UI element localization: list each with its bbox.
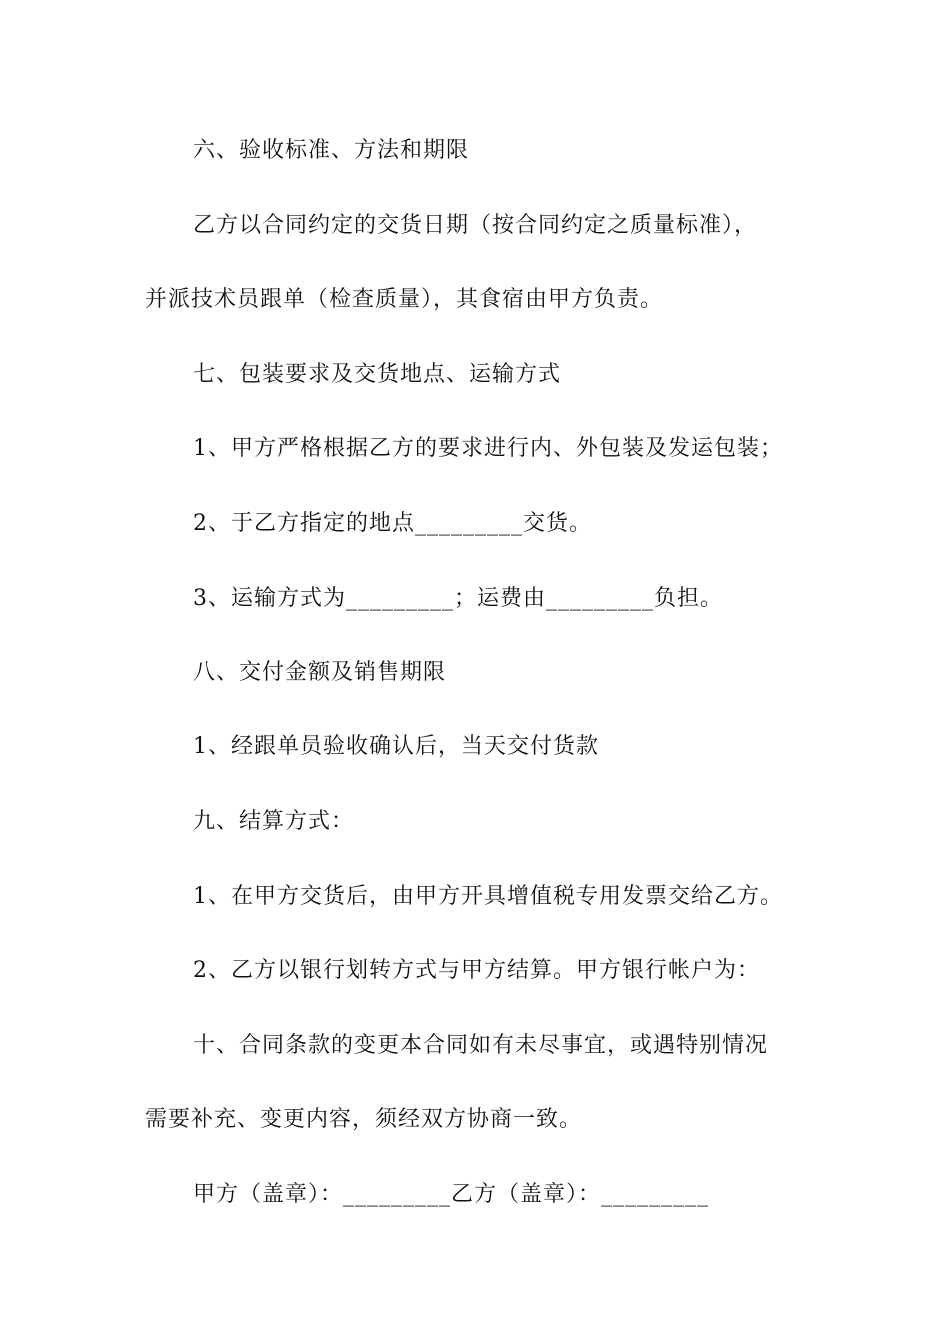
section-7-item-1: 1、甲方严格根据乙方的要求进行内、外包装及发运包装；	[193, 436, 783, 461]
section-7-item-3: 3、运输方式为_________；运费由_________负担。	[193, 586, 723, 611]
section-7-item-2: 2、于乙方指定的地点_________交货。	[193, 511, 592, 536]
section-6-heading: 六、验收标准、方法和期限	[193, 138, 470, 163]
section-9-item-2: 2、乙方以银行划转方式与甲方结算。甲方银行帐户为：	[193, 958, 760, 983]
section-10-paragraph-line-2: 需要补充、变更内容，须经双方协商一致。	[145, 1107, 583, 1132]
section-9-heading: 九、结算方式：	[193, 809, 355, 834]
section-7-heading: 七、包装要求及交货地点、运输方式	[193, 362, 562, 387]
section-10-paragraph-line-1: 十、合同条款的变更本合同如有未尽事宜，或遇特别情况	[193, 1033, 769, 1058]
section-6-paragraph-line-2: 并派技术员跟单（检查质量），其食宿由甲方负责。	[145, 287, 664, 312]
section-8-heading: 八、交付金额及销售期限	[193, 660, 447, 685]
signature-line: 甲方（盖章）：_________乙方（盖章）：_________	[193, 1182, 710, 1207]
section-9-item-1: 1、在甲方交货后，由甲方开具增值税专用发票交给乙方。	[193, 884, 783, 909]
section-6-paragraph-line-1: 乙方以合同约定的交货日期（按合同约定之质量标准），	[193, 213, 758, 238]
section-8-item-1: 1、经跟单员验收确认后，当天交付货款	[193, 734, 599, 759]
